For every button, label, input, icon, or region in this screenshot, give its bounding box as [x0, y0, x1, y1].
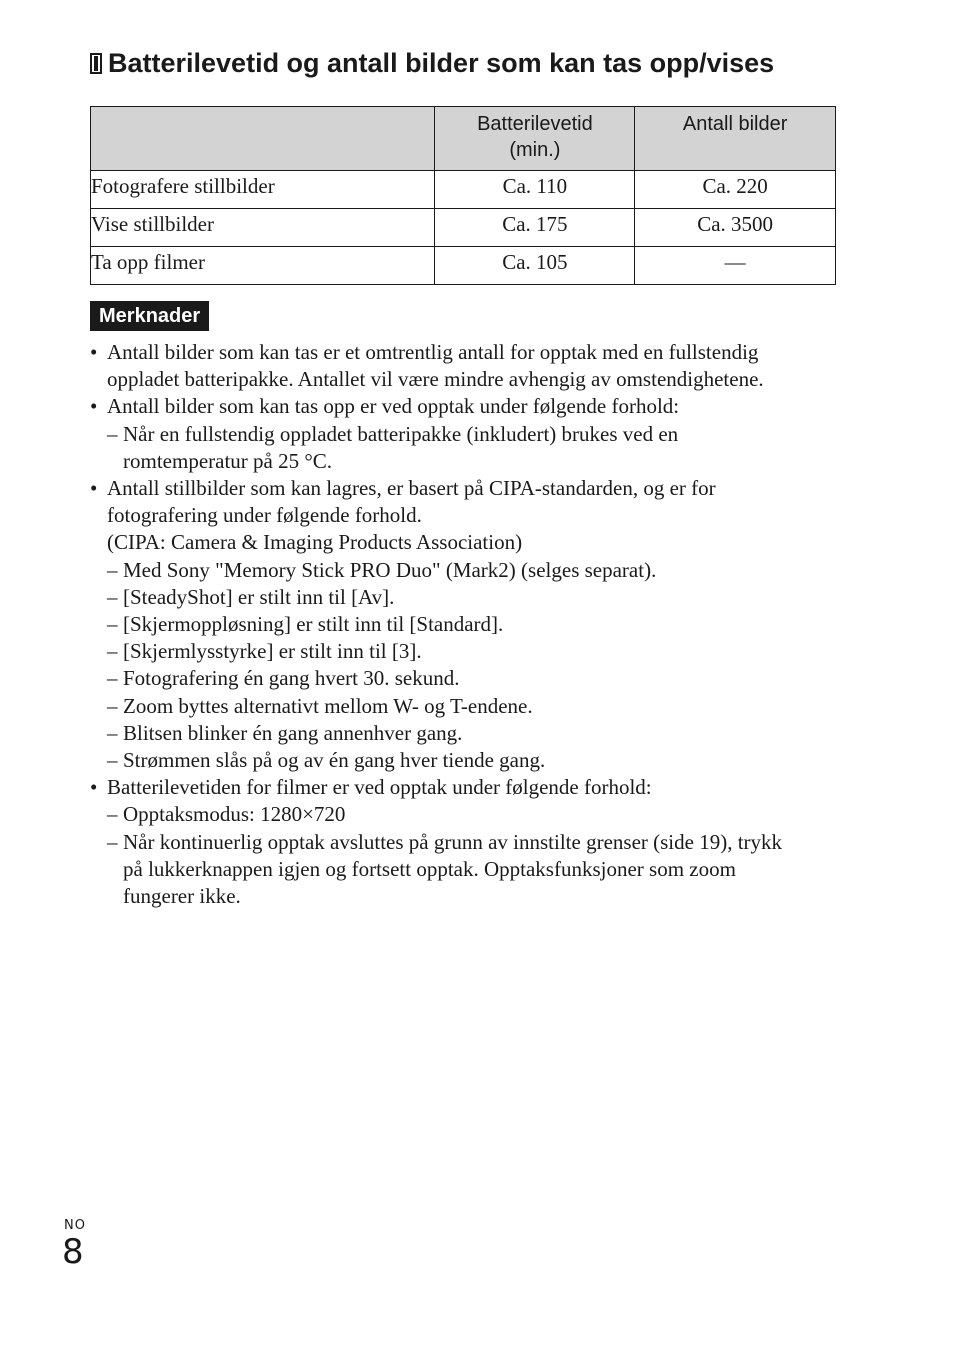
note-text: fotografering under følgende forhold. — [107, 503, 422, 528]
note-text: Når en fullstendig oppladet batteripakke (inkludert) brukes ved en — [123, 421, 679, 446]
dash-icon: – — [107, 557, 118, 582]
table-header-battery-line1: Batterilevetid — [477, 113, 593, 135]
table-header-battery — [435, 107, 635, 171]
table-header-empty — [91, 107, 435, 171]
note-text: Med Sony "Memory Stick PRO Duo" (Mark2) (selges separat). — [123, 557, 657, 582]
dash-icon: – — [107, 666, 118, 691]
note-text: [Skjermoppløsning] er stilt inn til [Standard]. — [123, 612, 504, 637]
dash-icon: – — [107, 612, 118, 637]
bullet-icon: • — [90, 775, 98, 800]
note-text: Når kontinuerlig opptak avsluttes på grunn av innstilte grenser (side 19), trykk — [123, 829, 783, 854]
row-label: Ta opp filmer — [91, 247, 435, 285]
note-line — [90, 421, 850, 448]
note-text: Antall bilder som kan tas opp er ved opptak under følgende forhold: — [107, 394, 680, 419]
dash-icon: – — [107, 693, 118, 718]
note-line — [90, 557, 850, 584]
row-label: Vise stillbilder — [91, 209, 435, 247]
note-text: Strømmen slås på og av én gang hver tiende gang. — [123, 748, 546, 773]
dash-icon: – — [107, 584, 118, 609]
dash-icon: – — [107, 421, 118, 446]
footer-language: NO — [64, 1218, 86, 1233]
note-text: romtemperatur på 25 °C. — [123, 448, 333, 473]
note-line — [90, 475, 850, 502]
table-header-images: Antall bilder — [635, 107, 836, 171]
note-line — [90, 502, 850, 529]
battery-table — [90, 106, 836, 285]
table-header-battery-line2: (min.) — [509, 139, 561, 161]
note-text: [Skjermlysstyrke] er stilt inn til [3]. — [123, 639, 422, 664]
row-label: Fotografere stillbilder — [91, 171, 435, 209]
note-line — [90, 801, 850, 828]
note-text: på lukkerknappen igjen og fortsett opptak. Opptaksfunksjoner som zoom — [123, 856, 736, 881]
note-line — [90, 774, 850, 801]
note-text: Blitsen blinker én gang annenhver gang. — [123, 720, 463, 745]
note-line — [90, 720, 850, 747]
bullet-icon: • — [90, 394, 98, 419]
battery-value: Ca. 105 — [435, 247, 635, 285]
battery-value: Ca. 110 — [435, 171, 635, 209]
note-text: Antall stillbilder som kan lagres, er basert på CIPA-standarden, og er for — [107, 476, 716, 501]
note-line — [90, 747, 850, 774]
note-text: [SteadyShot] er stilt inn til [Av]. — [123, 584, 395, 609]
images-value: Ca. 3500 — [635, 209, 836, 247]
dash-icon: – — [107, 802, 118, 827]
note-line — [90, 448, 850, 475]
table-row — [91, 247, 836, 285]
bullet-icon: • — [90, 476, 98, 501]
note-line — [90, 584, 850, 611]
note-line — [90, 339, 850, 366]
images-value: — — [635, 247, 836, 285]
notes-list — [90, 339, 850, 910]
dash-icon: – — [107, 639, 118, 664]
section-heading — [90, 48, 774, 79]
note-line — [90, 393, 850, 420]
table-row — [91, 209, 836, 247]
note-text: Zoom byttes alternativt mellom W- og T-endene. — [123, 693, 533, 718]
battery-value: Ca. 175 — [435, 209, 635, 247]
page-number: 8 — [62, 1232, 84, 1272]
note-line — [90, 611, 850, 638]
dash-icon: – — [107, 748, 118, 773]
note-text: fungerer ikke. — [123, 884, 241, 909]
note-text: Opptaksmodus: 1280×720 — [123, 802, 346, 827]
section-title: Batterilevetid og antall bilder som kan tas opp/vises — [108, 48, 775, 78]
note-line — [90, 856, 850, 883]
note-text: (CIPA: Camera & Imaging Products Association) — [107, 530, 523, 555]
note-line — [90, 366, 850, 393]
note-line — [90, 829, 850, 856]
note-line — [90, 638, 850, 665]
table-row — [91, 171, 836, 209]
note-line — [90, 665, 850, 692]
dash-icon: – — [107, 829, 118, 854]
note-line — [90, 529, 850, 556]
images-value: Ca. 220 — [635, 171, 836, 209]
notes-label: Merknader — [90, 301, 209, 331]
note-text: Antall bilder som kan tas er et omtrentlig antall for opptak med en fullstendig — [107, 340, 759, 364]
bullet-icon: • — [90, 340, 98, 364]
note-text: Batterilevetiden for filmer er ved opptak under følgende forhold: — [107, 775, 652, 800]
table-header-row — [91, 107, 836, 171]
dash-icon: – — [107, 720, 118, 745]
note-text: Fotografering én gang hvert 30. sekund. — [123, 666, 460, 691]
section-marker-icon — [90, 53, 102, 74]
note-line — [90, 693, 850, 720]
note-line — [90, 883, 850, 910]
note-text: oppladet batteripakke. Antallet vil være mindre avhengig av omstendighetene. — [107, 367, 764, 392]
